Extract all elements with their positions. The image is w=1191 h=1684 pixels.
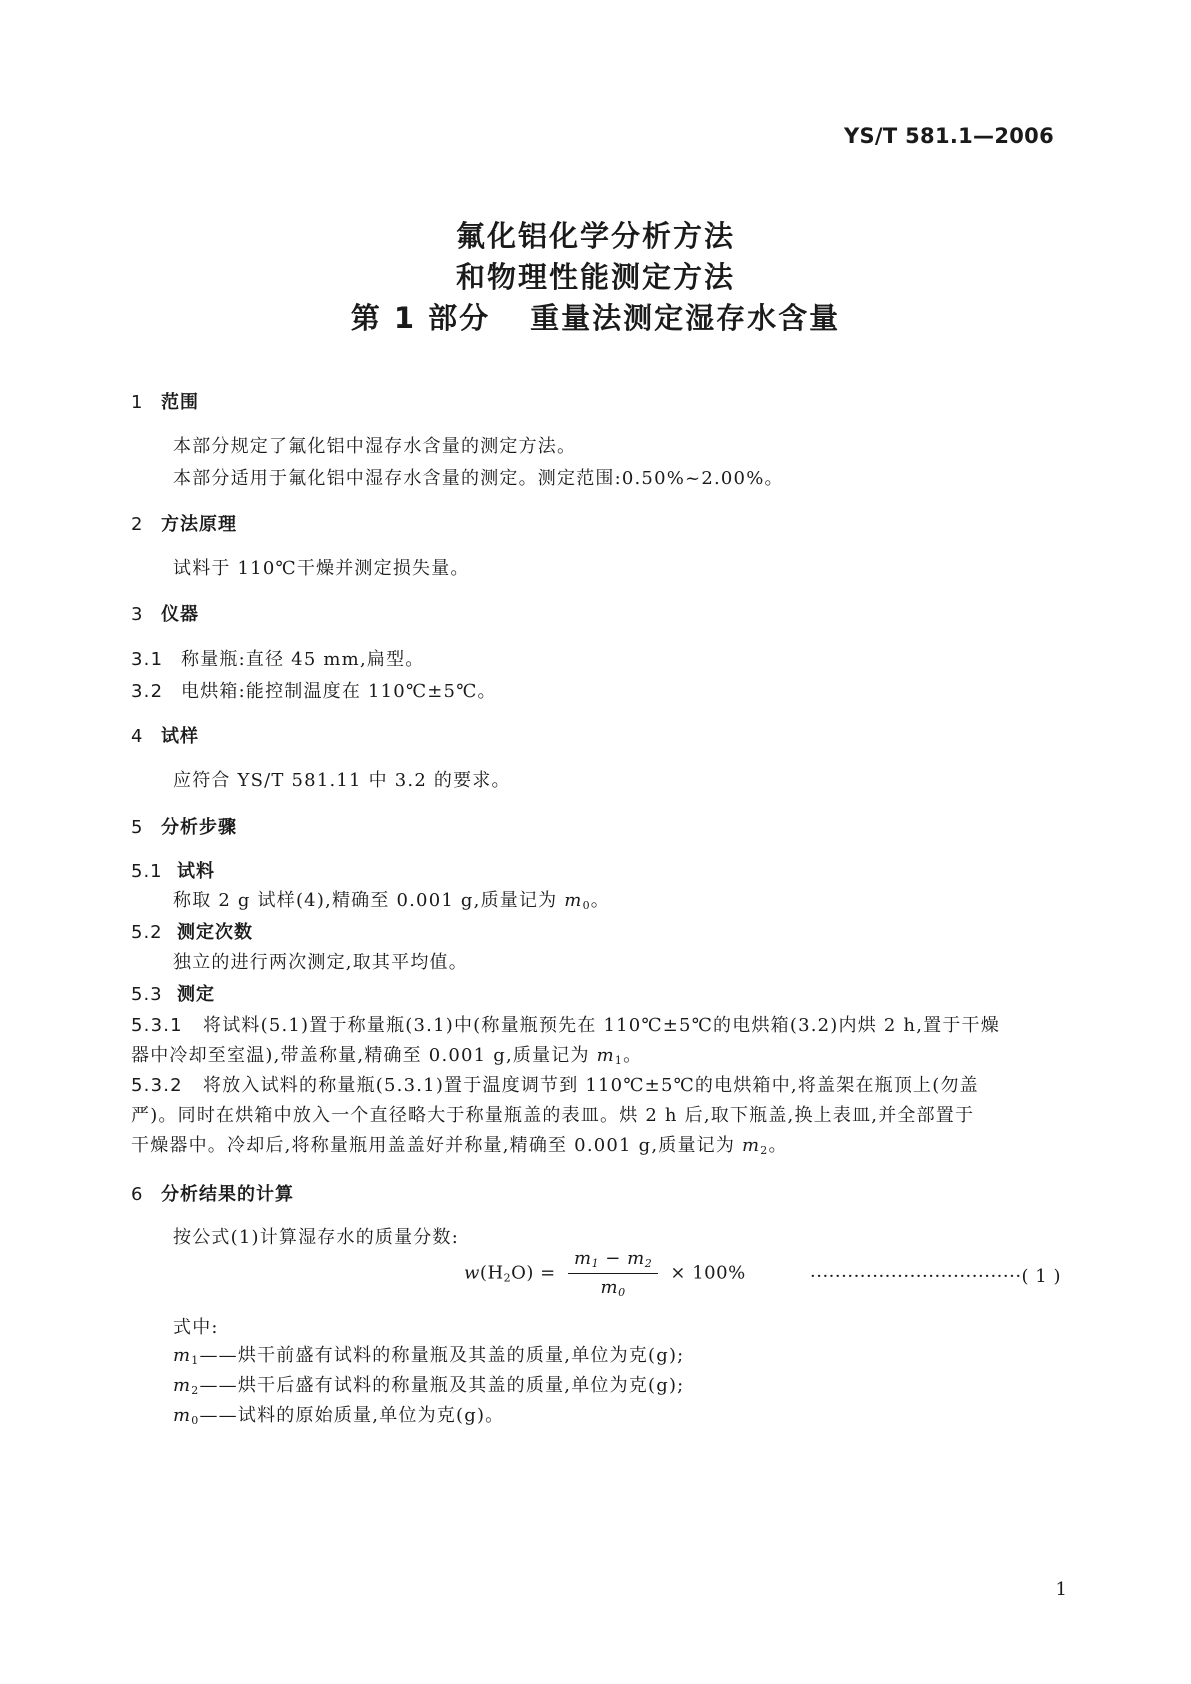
section-5-3-2-line-2: 严)。同时在烘箱中放入一个直径略大于称量瓶盖的表皿。烘 2 h 后,取下瓶盖,换上表皿,并全部置于 <box>131 1105 975 1126</box>
formula-equals: = <box>540 1262 556 1284</box>
section-6-heading: 6 分析结果的计算 <box>131 1184 294 1205</box>
section-5-3-2-line-3: 干燥器中。冷却后,将称量瓶用盖盖好并称量,精确至 0.001 g,质量记为 $m_2$。 <box>131 1135 788 1157</box>
section-3-item-2: 3.2 电烘箱:能控制温度在 110℃±5℃。 <box>131 681 497 702</box>
definition-m2: $m_2——$烘干后盛有试料的称量瓶及其盖的质量,单位为克(g); <box>173 1375 685 1397</box>
where-label: 式中: <box>173 1317 219 1338</box>
equation-reference: ··································( 1 ) <box>810 1266 1061 1287</box>
title-line-1: 氟化铝化学分析方法 <box>455 219 735 253</box>
section-5-2-heading: 5.2 测定次数 <box>131 922 253 943</box>
standard-code: YS/T 581.1—2006 <box>843 124 1054 148</box>
section-5-1-heading: 5.1 试料 <box>131 861 215 882</box>
title-part: 第 1 部分 <box>350 301 491 335</box>
title-line-2: 和物理性能测定方法 <box>455 260 735 294</box>
formula-1: $w(H_2O)$ = $\frac{m_1 - m_2}{m_0}$ × 100% <box>464 1248 746 1299</box>
section-2-paragraph: 试料于 110℃干燥并测定损失量。 <box>173 558 470 579</box>
section-3-heading: 3 仪器 <box>131 604 199 625</box>
section-3-item-1: 3.1 称量瓶:直径 45 mm,扁型。 <box>131 649 425 670</box>
section-1-paragraph-2: 本部分适用于氟化铝中湿存水含量的测定。测定范围:0.50%~2.00%。 <box>173 468 784 489</box>
formula-times-100: × 100% <box>670 1262 746 1284</box>
section-4-paragraph: 应符合 YS/T 581.11 中 3.2 的要求。 <box>173 770 511 791</box>
section-5-3-2-line-1: 5.3.2 将放入试料的称量瓶(5.3.1)置于温度调节到 110℃±5℃的电烘箱中,将盖架在瓶顶上(勿盖 <box>131 1075 979 1096</box>
formula-denominator: $m_0$ <box>600 1277 626 1299</box>
section-5-3-1-line-1: 5.3.1 将试料(5.1)置于称量瓶(3.1)中(称量瓶预先在 110℃±5℃的电烘箱(3.2)内烘 2 h,置于干燥 <box>131 1015 1000 1036</box>
formula-numerator: $m_1 - m_2$ <box>568 1248 658 1274</box>
section-5-3-1-line-2: 器中冷却至室温),带盖称量,精确至 0.001 g,质量记为 $m_1$。 <box>131 1045 643 1067</box>
section-5-heading: 5 分析步骤 <box>131 817 237 838</box>
definition-m0: $m_0——$试料的原始质量,单位为克(g)。 <box>173 1405 505 1427</box>
definition-m1: $m_1——$烘干前盛有试料的称量瓶及其盖的质量,单位为克(g); <box>173 1345 685 1367</box>
section-5-2-text: 独立的进行两次测定,取其平均值。 <box>173 952 468 973</box>
section-4-heading: 4 试样 <box>131 726 199 747</box>
page-number: 1 <box>1055 1579 1067 1600</box>
section-6-intro: 按公式(1)计算湿存水的质量分数: <box>173 1227 459 1248</box>
section-2-heading: 2 方法原理 <box>131 514 237 535</box>
section-1-paragraph-1: 本部分规定了氟化铝中湿存水含量的测定方法。 <box>173 436 577 457</box>
title-part-name: 重量法测定湿存水含量 <box>530 301 841 335</box>
section-5-3-heading: 5.3 测定 <box>131 984 215 1005</box>
section-5-1-text: 称取 2 g 试样(4),精确至 0.001 g,质量记为 $m_0$。 <box>173 890 610 912</box>
formula-fraction <box>568 1248 658 1299</box>
section-1-heading: 1 范围 <box>131 392 199 413</box>
formula-lhs-w: w <box>464 1262 480 1284</box>
title-line-3 <box>0 296 1191 337</box>
